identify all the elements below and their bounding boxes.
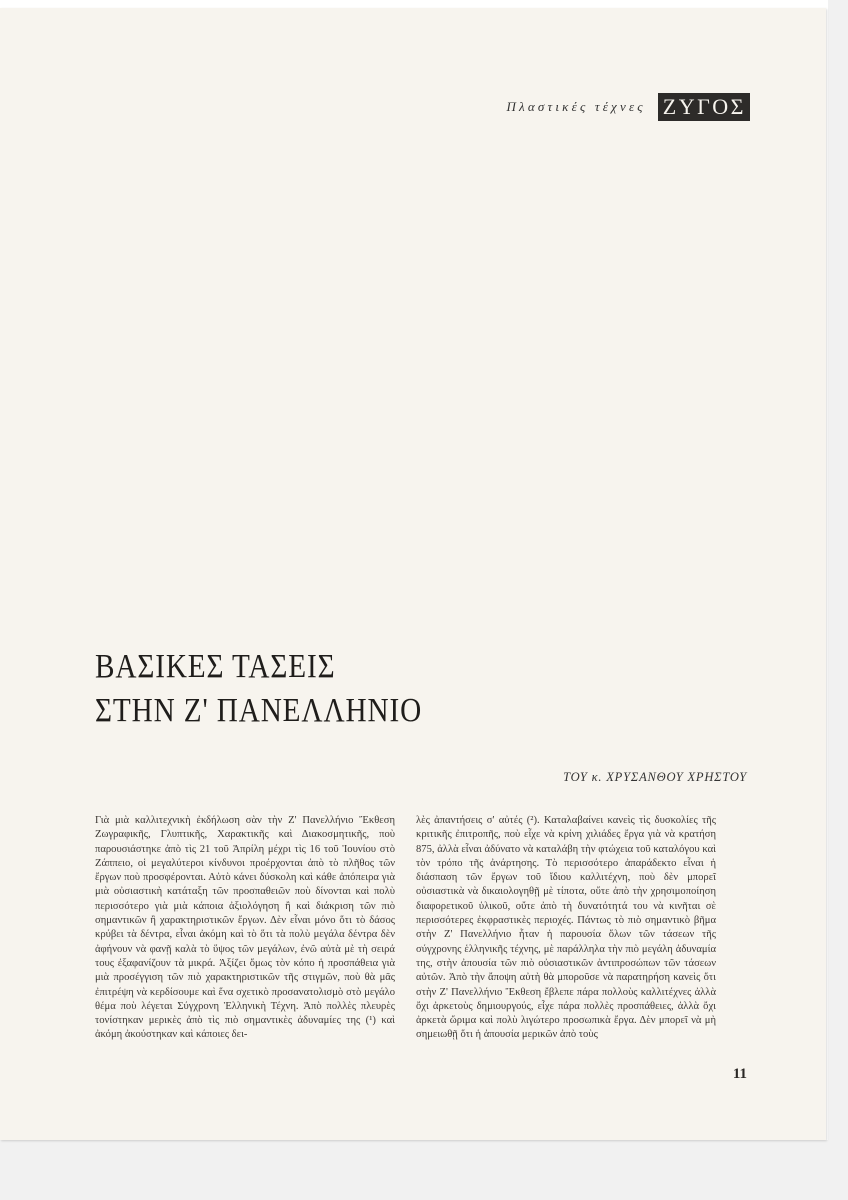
article-title-line-2: ΣΤΗΝ Ζ' ΠΑΝΕΛΛΗΝΙΟ — [95, 692, 423, 729]
page-header — [506, 93, 750, 121]
body-paragraph-right: λὲς ἀπαντήσεις σ' αὐτές (²). Καταλαβαίνει κανεὶς τὶς δυσκολίες τῆς κριτικῆς ἐπιτροπῆς, ποὺ εἶχε νὰ κρίνη χιλιάδες ἔργα γιὰ νὰ κρατήση 875, ἀλλὰ εἶναι ἀδύνατο νὰ καταλάβη τὴν φτώχεια τοῦ καταλόγου καὶ τὸν τρόπο τῆς ἀνάρτησης. Τὸ περισσότερο ἀπαράδεκτο εἶναι ἡ διάσπαση τῶν ἔργων τοῦ ἴδιου καλλιτέχνη, ποὺ δὲν μπορεῖ οὐσιαστικὰ νὰ δικαιολογηθῇ μὲ τίποτα, οὔτε ἀπὸ τὴν χρησιμοποίηση διαφορετικοῦ ὑλικοῦ, οὔτε ἀπὸ τὴ δυνατότητά του νὰ κινῆται σὲ περισσότερες ἐκφραστικὲς περιοχές. Πάντως τὸ πιὸ σημαντικὸ βῆμα στὴν Ζ' Πανελλήνιο ἦταν ἡ παρουσία ὅλων τῶν τάσεων τῆς σύγχρονης ἑλληνικῆς τέχνης, μὲ παράλληλα τὴν πιὸ μεγάλη ἀδυναμία της, στὴν ἀπουσία τῶν πιὸ οὐσιαστικῶν ἀντιπροσώπων τῶν τάσεων αὐτῶν. Ἀπὸ τὴν ἄποψη αὐτὴ θὰ μποροῦσε νὰ παρατηρήση κανεὶς ὅτι στὴν Ζ' Πανελλήνιο Ἔκθεση ἔβλεπε πάρα πολλοὺς καλλιτέχνες ἀλλὰ ὄχι ἀρκετοὺς δημιουργούς, εἶχε πάρα πολλὲς προσπάθειες, ἀλλὰ ὄχι ἀρκετὰ ὥριμα καὶ πολὺ λιγώτερο προσωπικὰ ἔργα. Δὲν μπορεῖ νὰ μὴ σημειωθῇ ὅτι ἡ ἀπουσία μερικῶν ἀπὸ τοὺς — [416, 815, 716, 1041]
page-number: 11 — [732, 1066, 747, 1082]
article-title — [95, 645, 422, 733]
scan-background-bottom — [0, 1140, 848, 1200]
magazine-name: ΖΥΓΟΣ — [658, 93, 750, 121]
article-title-line-1: ΒΑΣΙΚΕΣ ΤΑΣΕΙΣ — [95, 648, 336, 685]
scan-background-right — [828, 0, 848, 1200]
article-byline: ΤΟΥ κ. ΧΡΥΣΑΝΘΟΥ ΧΡΗΣΤΟΥ — [563, 770, 747, 784]
section-label: Πλαστικές τέχνες — [506, 99, 646, 114]
body-column-right — [416, 814, 716, 1043]
body-column-left — [95, 814, 395, 1043]
body-paragraph-left: Γιὰ μιὰ καλλιτεχνικὴ ἐκδήλωση σὰν τὴν Ζ' Πανελλήνιο Ἔκθεση Ζωγραφικῆς, Γλυπτικῆς, Χαρακτικῆς καὶ Διακοσμητικῆς, ποὺ παρουσιάστηκε ἀπὸ τὶς 21 τοῦ Ἀπρίλη μέχρι τὶς 16 τοῦ Ἰουνίου στὸ Ζάππειο, οἱ μεγαλύτεροι κίνδυνοι προέρχονται ἀπὸ τὸ πλῆθος τῶν ἔργων ποὺ προσφέρονται. Αὐτὸ κάνει δύσκολη καὶ κάθε ἀπόπειρα γιὰ μιὰ οὐσιαστικὴ κατάταξη τῶν προσπαθειῶν ποὺ δίνονται καὶ πολὺ περισσότερο γιὰ μιὰ κάποια ἀξιολόγηση ἢ καὶ διάκριση τῶν πιὸ σημαντικῶν ἢ χαρακτηριστικῶν ἔργων. Δὲν εἶναι μόνο ὅτι τὸ δάσος κρύβει τὰ δέντρα, εἶναι ἀκόμη καὶ τὸ ὅτι τὰ πολὺ μεγάλα δέντρα δὲν ἀφήνουν νὰ φανῇ καλὰ τὸ ὕψος τῶν μεγάλων, ἐνῶ αὐτὰ μὲ τὴ σειρά τους ἐξαφανίζουν τὰ μικρά. Ἀξίζει ὅμως τὸν κόπο ἡ προσπάθεια γιὰ μιὰ προσέγγιση τῶν πιὸ χαρακτηριστικῶν τῆς στιγμῶν, ποὺ θὰ μᾶς ἐπιτρέψη νὰ κερδίσουμε καὶ ἕνα σχετικὸ προσανατολισμὸ στὸ μεγάλο θέμα ποὺ λέγεται Σύγχρονη Ἑλληνικὴ Τέχνη. Ἀπὸ πολλὲς πλευρὲς τονίστηκαν μερικὲς ἀπὸ τὶς πιὸ σημαντικὲς ἀδυναμίες της (¹) καὶ ἀκόμη ἀκούστηκαν καὶ κάποιες δει- — [95, 815, 395, 1041]
